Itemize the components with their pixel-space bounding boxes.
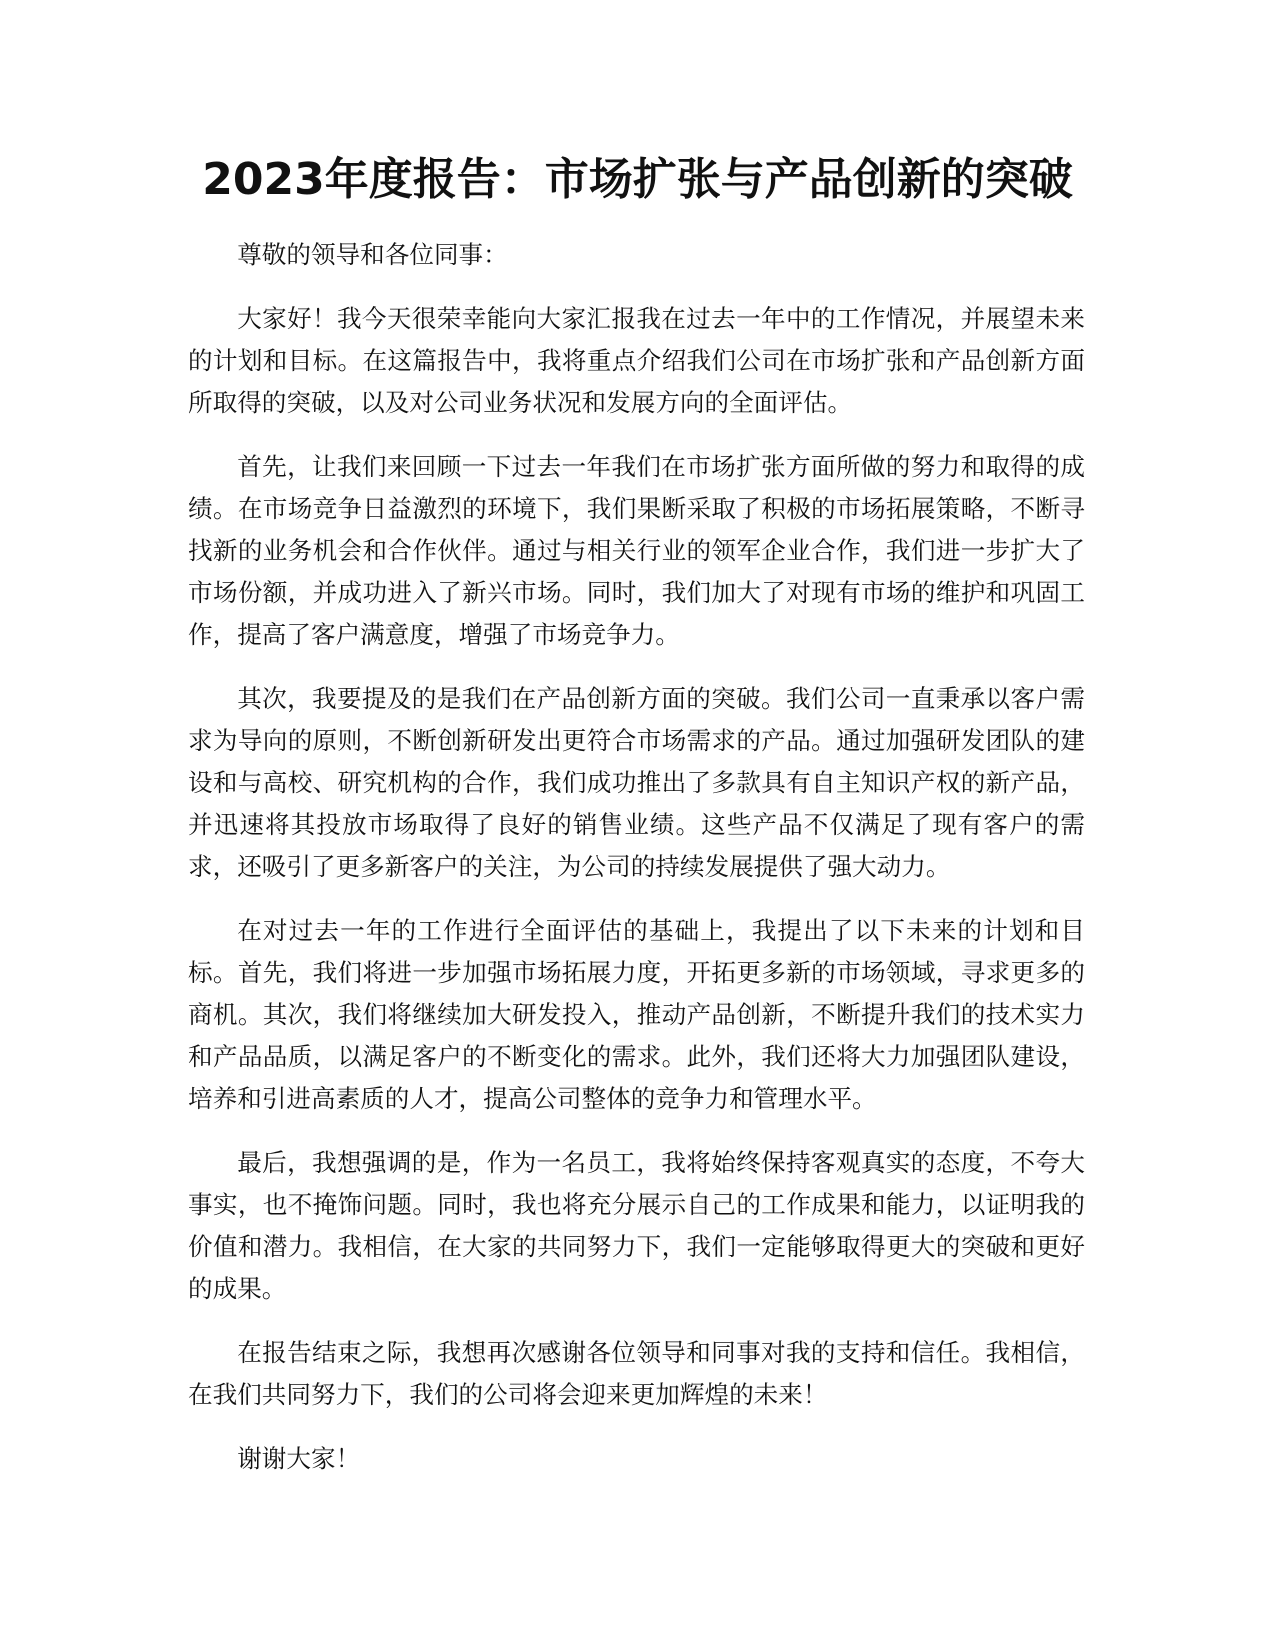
paragraph-product-innovation: 其次，我要提及的是我们在产品创新方面的突破。我们公司一直秉承以客户需求为导向的原则，不断创新研发出更符合市场需求的产品。通过加强研发团队的建设和与高校、研究机构的合作，我们成功推出了多款具有自主知识产权的新产品，并迅速将其投放市场取得了良好的销售业绩。这些产品不仅满足了现有客户的需求，还吸引了更多新客户的关注，为公司的持续发展提供了强大动力。 [188, 684, 1085, 881]
paragraph-future-plans: 在对过去一年的工作进行全面评估的基础上，我提出了以下未来的计划和目标。首先，我们将进一步加强市场拓展力度，开拓更多新的市场领域，寻求更多的商机。其次，我们将继续加大研发投入，推动产品创新，不断提升我们的技术实力和产品品质，以满足客户的不断变化的需求。此外，我们还将大力加强团队建设，培养和引进高素质的人才，提高公司整体的竞争力和管理水平。 [188, 916, 1085, 1113]
paragraph-conclusion: 最后，我想强调的是，作为一名员工，我将始终保持客观真实的态度，不夸大事实，也不掩饰问题。同时，我也将充分展示自己的工作成果和能力，以证明我的价值和潜力。我相信，在大家的共同努力下，我们一定能够取得更大的突破和更好的成果。 [188, 1148, 1085, 1303]
paragraph-intro: 大家好！我今天很荣幸能向大家汇报我在过去一年中的工作情况，并展望未来的计划和目标。在这篇报告中，我将重点介绍我们公司在市场扩张和产品创新方面所取得的突破，以及对公司业务状况和发展方向的全面评估。 [188, 304, 1085, 417]
salutation: 尊敬的领导和各位同事： [237, 240, 508, 269]
closing-line: 谢谢大家！ [237, 1444, 361, 1473]
document-title: 2023年度报告：市场扩张与产品创新的突破 [202, 154, 1073, 205]
document-body [188, 234, 1085, 1502]
paragraph-market-expansion: 首先，让我们来回顾一下过去一年我们在市场扩张方面所做的努力和取得的成绩。在市场竞争日益激烈的环境下，我们果断采取了积极的市场拓展策略，不断寻找新的业务机会和合作伙伴。通过与相关行业的领军企业合作，我们进一步扩大了市场份额，并成功进入了新兴市场。同时，我们加大了对现有市场的维护和巩固工作，提高了客户满意度，增强了市场竞争力。 [188, 452, 1085, 649]
paragraph-thanks: 在报告结束之际，我想再次感谢各位领导和同事对我的支持和信任。我相信，在我们共同努力下，我们的公司将会迎来更加辉煌的未来！ [188, 1338, 1085, 1409]
